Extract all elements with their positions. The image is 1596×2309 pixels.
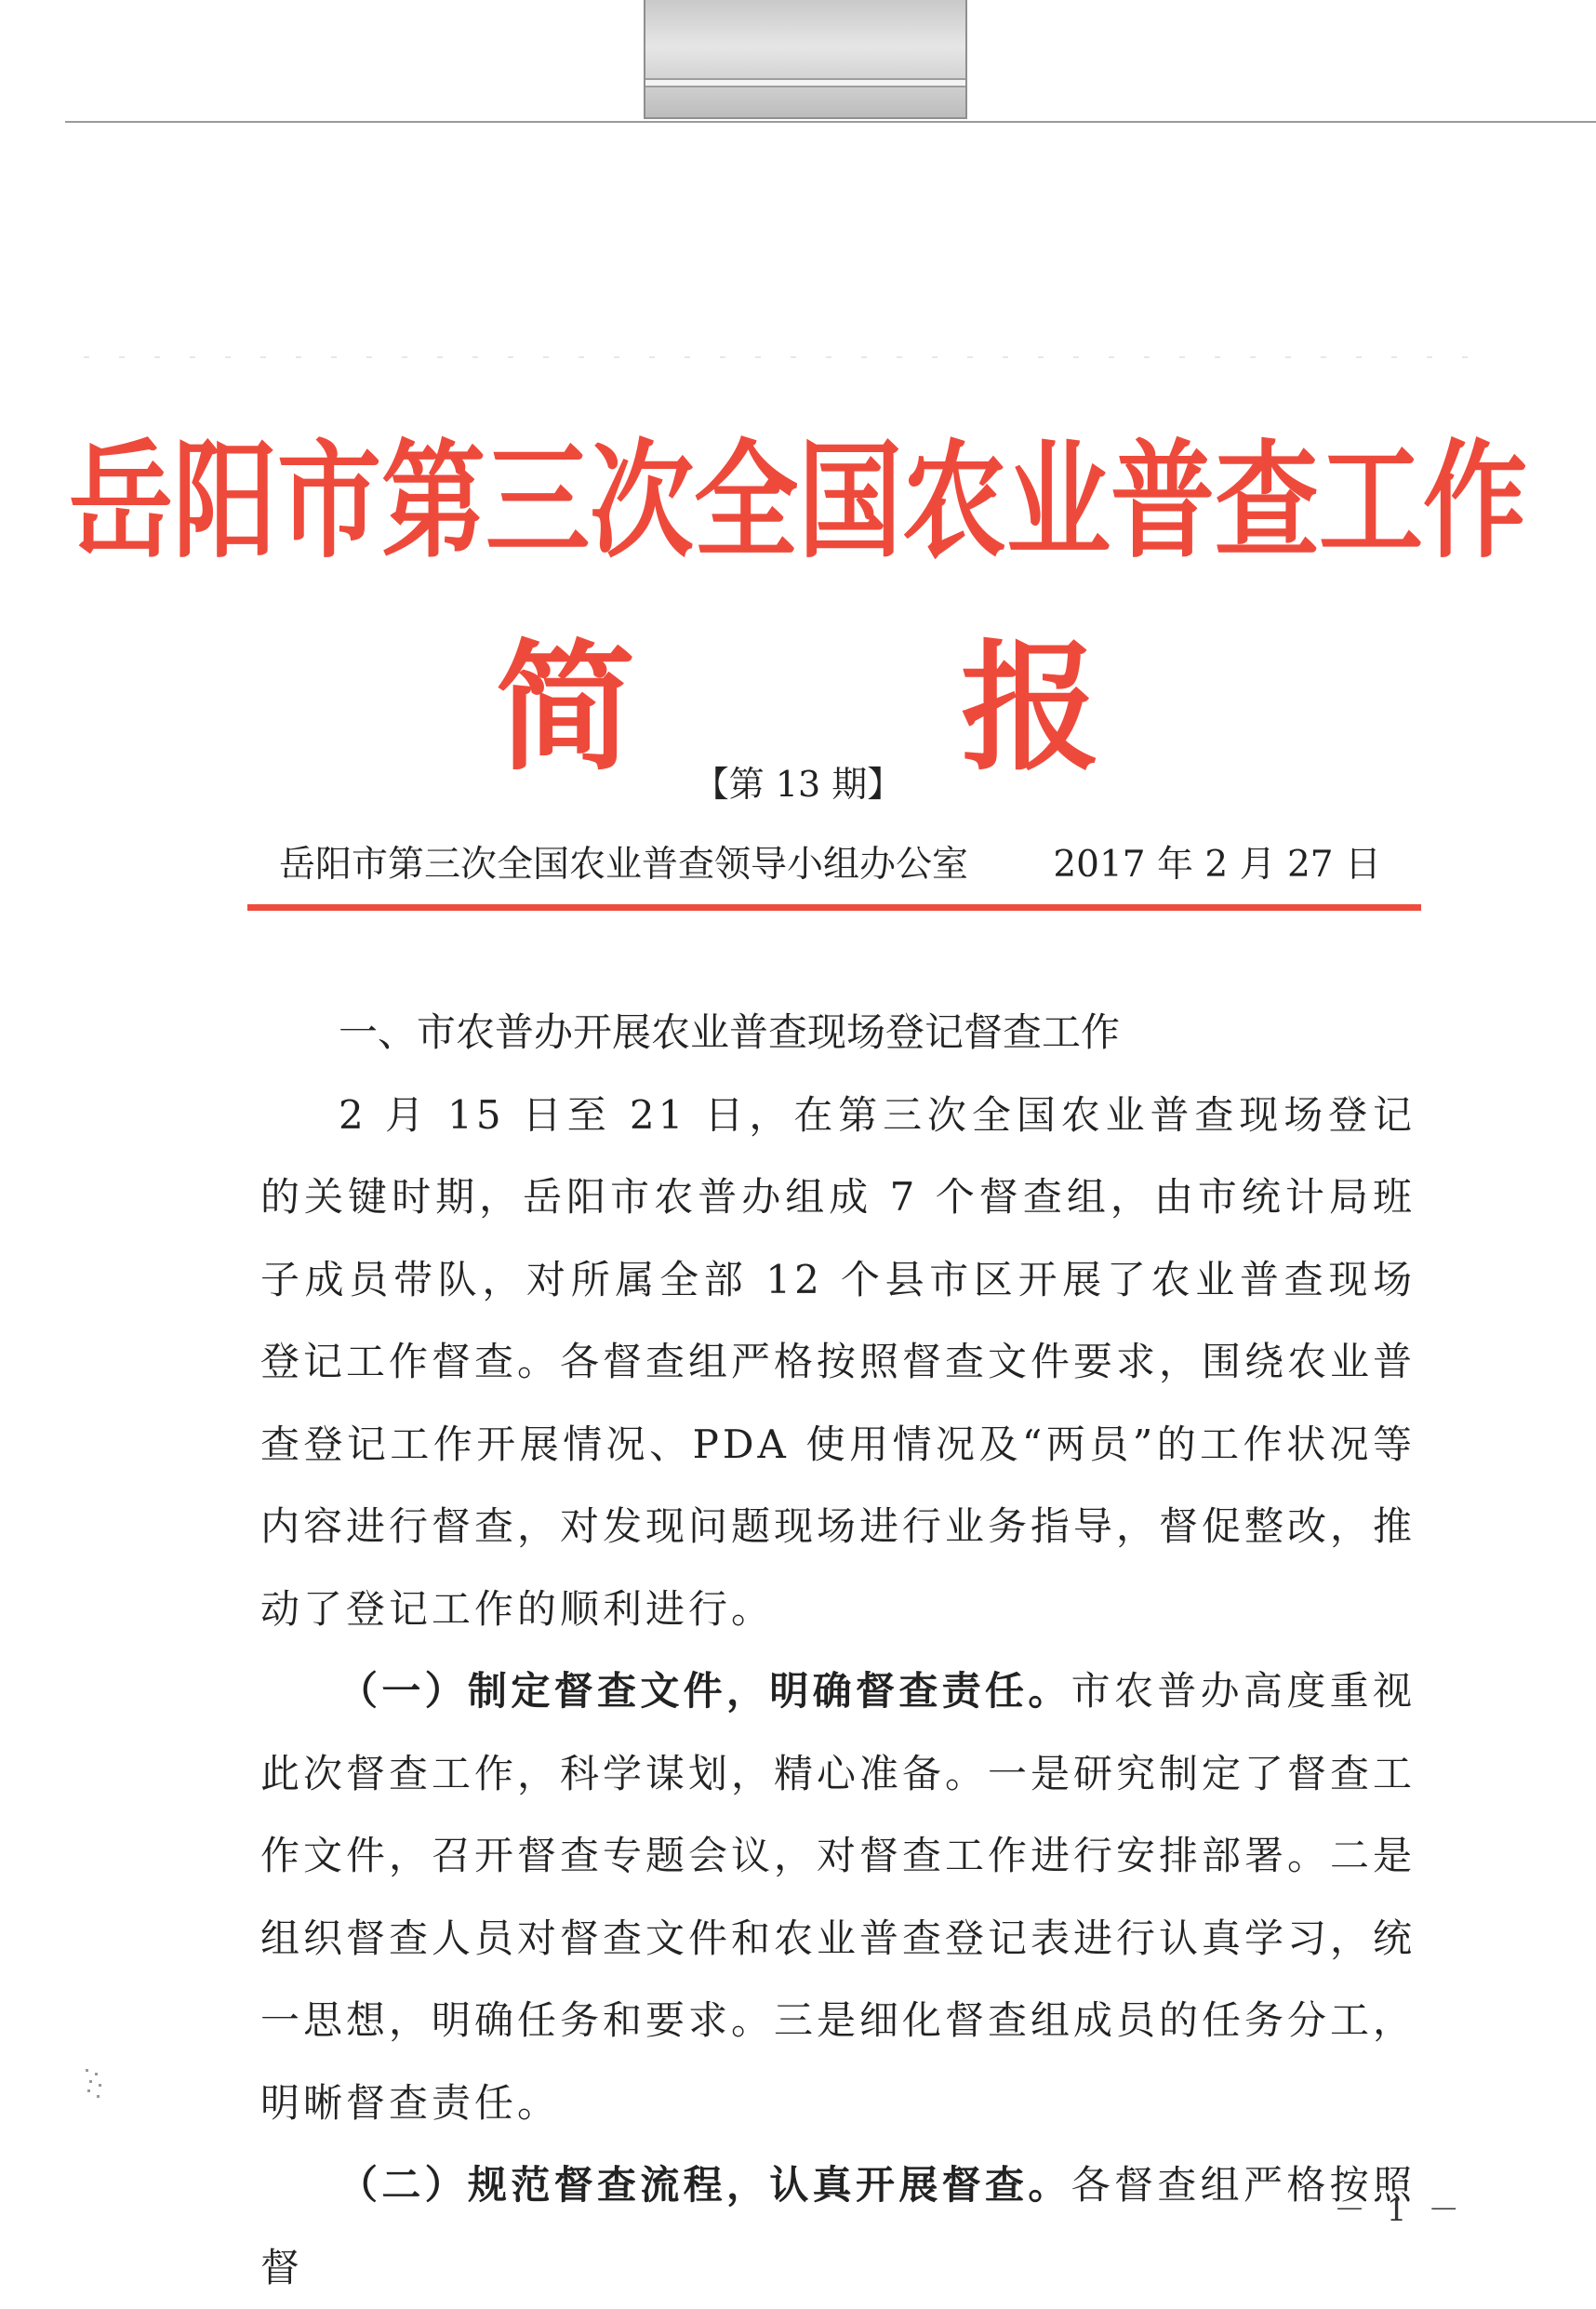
margin-scan-mark [82, 2067, 108, 2102]
paragraph-3 [260, 2144, 1416, 2309]
paragraph-3-text: 各督查组严格按照督 [260, 2162, 1416, 2290]
paragraph-1: 2 月 15 日至 21 日，在第三次全国农业普查现场登记的关键时期，岳阳市农普办组成 7 个督查组，由市统计局班子成员带队，对所属全部 12 个县市区开展了农业普查现场登记工作督查。各督查组严格按照督查文件要求，围绕农业普查登记工作开展情况、PDA 使用情况及“两员”的工作状况等内容进行督查，对发现问题现场进行业务指导，督促整改，推动了登记工作的顺利进行。 [260, 1091, 1416, 1632]
red-divider-rule [247, 904, 1421, 911]
article-body [260, 992, 1416, 2309]
issue-date: 2017 年 2 月 27 日 [1053, 844, 1381, 886]
masthead-name-right: 报 [961, 626, 1101, 790]
paragraph-2 [260, 1650, 1416, 2144]
scan-edge-line [65, 121, 1596, 123]
masthead-name-left: 简 [495, 626, 635, 790]
scanner-binder-clip [644, 0, 967, 119]
paragraph-3-lead: （二）规范督查流程，认真开展督查。 [339, 2162, 1071, 2208]
section-heading: 一、市农普办开展农业普查现场登记督查工作 [339, 1009, 1121, 1055]
issuer: 岳阳市第三次全国农业普查领导小组办公室 [279, 844, 969, 886]
paragraph-2-lead: （一）制定督查文件，明确督查责任。 [339, 1668, 1071, 1714]
masthead-title: 岳阳市第三次全国农业普查工作 [69, 427, 1527, 577]
paragraph-2-text: 市农普办高度重视此次督查工作，科学谋划，精心准备。一是研究制定了督查工作文件，召开督查专题会议，对督查工作进行安排部署。二是组织督查人员对督查文件和农业普查登记表进行认真学习，统一思想，明确任务和要求。三是细化督查组成员的任务分工，明晰督查责任。 [260, 1668, 1416, 2126]
issue-number: 【第 13 期】 [693, 764, 903, 805]
scan-noise-line [84, 356, 1497, 358]
page-number: － 1 － [1334, 2192, 1466, 2229]
